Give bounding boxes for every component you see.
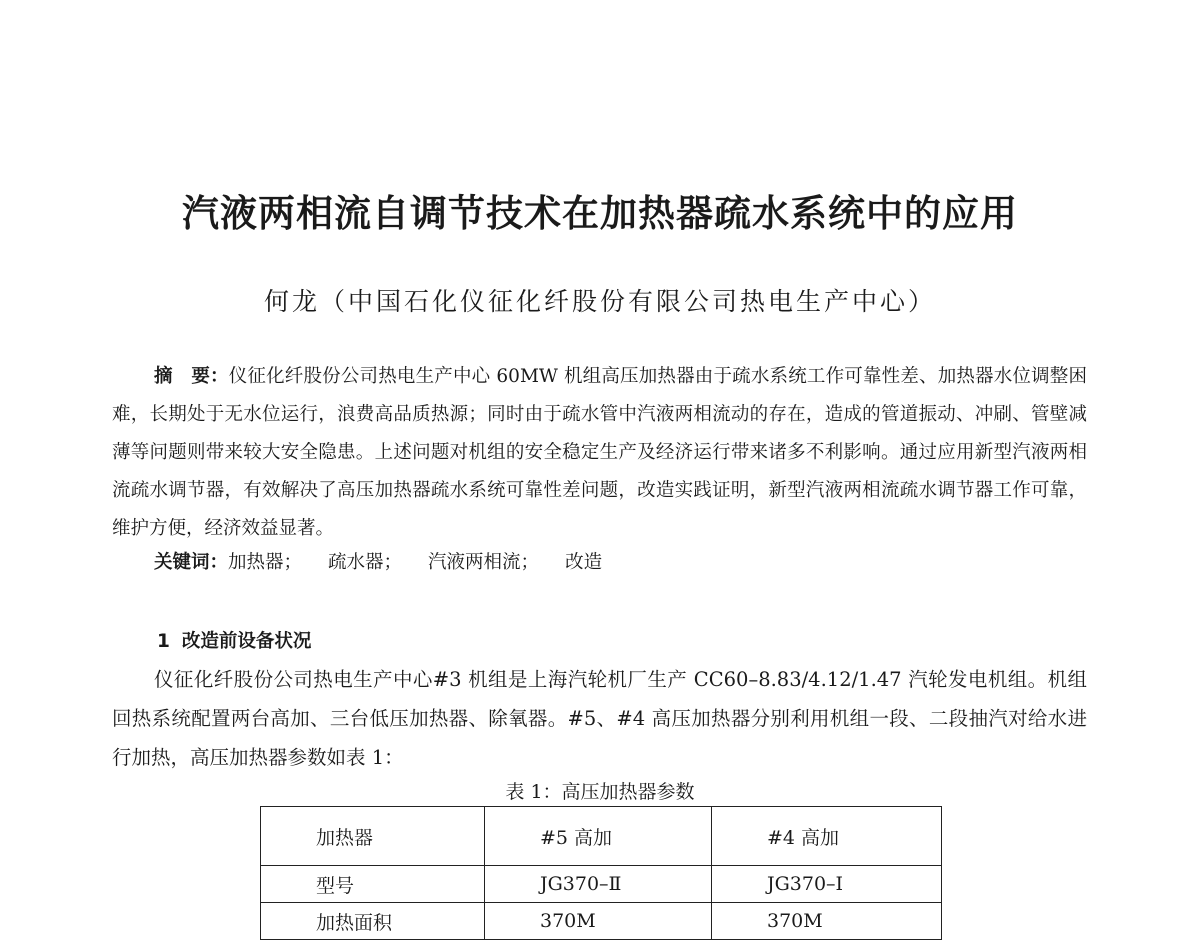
table-cell: 370M: [485, 903, 712, 940]
table-header-cell: #4 高加: [712, 807, 942, 866]
section-paragraph: 仪征化纤股份公司热电生产中心#3 机组是上海汽轮机厂生产 CC60–8.83/4.12/1.47 汽轮发电机组。机组回热系统配置两台高加、三台低压加热器、除氧器。#5、#4 高压加热器分别利用机组一段、二段抽汽对给水进行加热，高压加热器参数如表 1：: [112, 668, 1087, 769]
paper-title: 汽液两相流自调节技术在加热器疏水系统中的应用: [182, 191, 1018, 235]
section-heading: [157, 627, 311, 653]
abstract: [112, 358, 1087, 548]
keyword-item: 疏水器；: [328, 552, 403, 573]
keyword-item: 加热器；: [228, 552, 303, 573]
table-header-row: [261, 807, 942, 866]
keywords: [154, 548, 628, 574]
keyword-item: 改造: [565, 552, 603, 573]
abstract-label: 摘 要：: [154, 366, 229, 387]
table-row: [261, 866, 942, 903]
table-cell: JG370–Ⅰ: [712, 866, 942, 903]
table-cell: 370M: [712, 903, 942, 940]
abstract-text: 仪征化纤股份公司热电生产中心 60MW 机组高压加热器由于疏水系统工作可靠性差、加热器水位调整困难，长期处于无水位运行，浪费高品质热源；同时由于疏水管中汽液两相流动的存在，造成的管道振动、冲刷、管壁减薄等问题则带来较大安全隐患。上述问题对机组的安全稳定生产及经济运行带来诸多不利影响。通过应用新型汽液两相流疏水调节器，有效解决了高压加热器疏水系统可靠性差问题，改造实践证明，新型汽液两相流疏水调节器工作可靠，维护方便，经济效益显著。: [112, 366, 1087, 539]
section-title: 改造前设备状况: [181, 631, 312, 652]
table-header-cell: 加热器: [261, 807, 485, 866]
author-affiliation: 何龙（中国石化仪征化纤股份有限公司热电生产中心）: [263, 287, 936, 316]
table-caption: 表 1：高压加热器参数: [505, 781, 695, 803]
table-cell: JG370–Ⅱ: [485, 866, 712, 903]
table-header-cell: #5 高加: [485, 807, 712, 866]
keyword-item: 汽液两相流；: [428, 552, 540, 573]
table-row: [261, 903, 942, 940]
keywords-label: 关键词：: [154, 552, 229, 573]
table-cell: 加热面积: [261, 903, 485, 940]
heater-parameters-table: [260, 806, 942, 940]
section-number: 1: [157, 631, 170, 652]
table-cell: 型号: [261, 866, 485, 903]
